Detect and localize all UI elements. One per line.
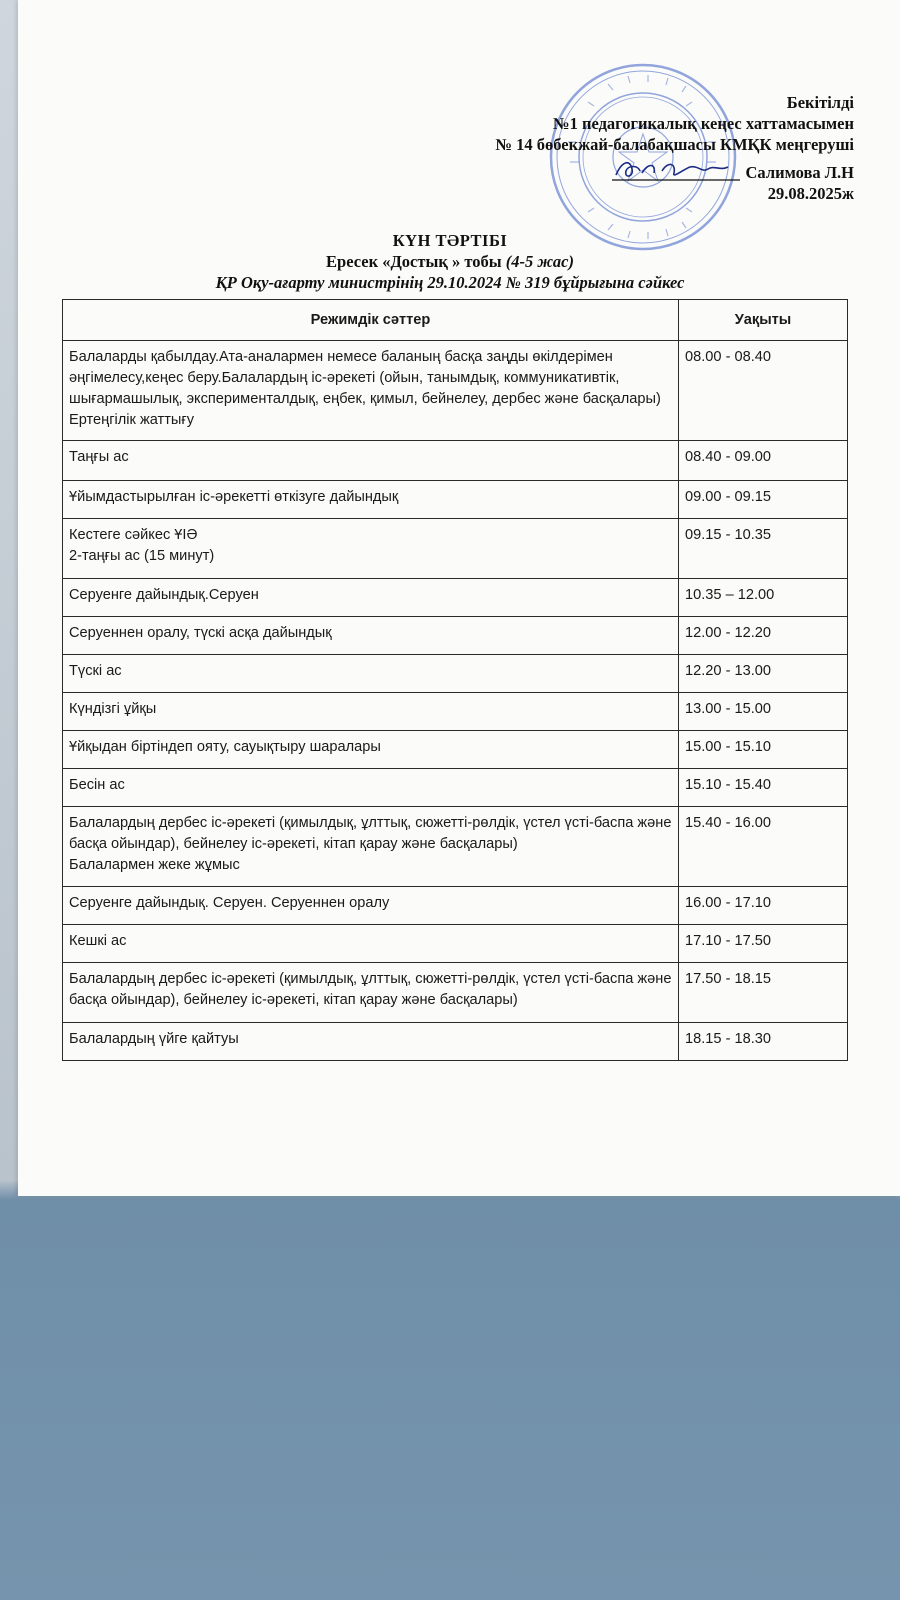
activity-text: Ұйымдастырылған іс-әрекетті өткізуге дайындық [69, 489, 399, 505]
title-block [0, 230, 900, 293]
activity-text: Балалардың дербес іс-әрекеті (қимылдық, ұлттық, сюжетті-рөлдік, үстел үсті-баспа және басқа ойындар), бейнелеу іс-әрекеті, кітап қарау және басқалары) [69, 971, 672, 1008]
time-cell: 15.10 - 15.40 [679, 769, 848, 807]
time-cell: 10.35 – 12.00 [679, 579, 848, 617]
activity-cell [63, 731, 679, 769]
time-cell: 09.00 - 09.15 [679, 481, 848, 519]
activity-text: Түскі ас [69, 663, 122, 679]
activity-cell [63, 1023, 679, 1061]
header-activities: Режимдік сәттер [63, 300, 679, 341]
schedule-body [63, 341, 848, 1061]
time-cell: 18.15 - 18.30 [679, 1023, 848, 1061]
time-cell: 09.15 - 10.35 [679, 519, 848, 579]
table-row [63, 925, 848, 963]
table-row [63, 341, 848, 441]
activity-cell [63, 481, 679, 519]
activity-cell [63, 655, 679, 693]
signature-icon [612, 155, 742, 183]
activity-cell [63, 963, 679, 1023]
time-cell: 08.40 - 09.00 [679, 441, 848, 481]
table-header-row [63, 300, 848, 341]
activity-text: 2-таңғы ас (15 минут) [69, 548, 215, 564]
table-row [63, 617, 848, 655]
table-row [63, 963, 848, 1023]
time-cell: 08.00 - 08.40 [679, 341, 848, 441]
time-cell: 12.20 - 13.00 [679, 655, 848, 693]
group-name: Ересек «Достық » тобы [326, 252, 502, 271]
page-title: КҮН ТӘРТІБІ [392, 231, 508, 250]
table-row [63, 519, 848, 579]
activity-cell [63, 693, 679, 731]
activity-text: Кешкі ас [69, 933, 127, 949]
table-row [63, 693, 848, 731]
table-row [63, 807, 848, 887]
table-row [63, 481, 848, 519]
activity-text: Серуеннен оралу, түскі асқа дайындық [69, 625, 332, 641]
activity-cell [63, 441, 679, 481]
time-cell: 12.00 - 12.20 [679, 617, 848, 655]
group-age: (4-5 жас) [505, 252, 574, 271]
time-cell: 15.00 - 15.10 [679, 731, 848, 769]
activity-text: Ұйқыдан біртіндеп ояту, сауықтыру шаралары [69, 739, 381, 755]
activity-text: Таңғы ас [69, 449, 129, 465]
activity-cell [63, 887, 679, 925]
table-row [63, 655, 848, 693]
table-row [63, 769, 848, 807]
schedule-table [62, 299, 848, 1061]
order-reference: ҚР Оқу-ағарту министрінің 29.10.2024 № 319 бұйрығына сәйкес [215, 273, 685, 292]
approval-block [294, 92, 854, 204]
activity-cell [63, 519, 679, 579]
time-cell: 17.10 - 17.50 [679, 925, 848, 963]
time-cell: 17.50 - 18.15 [679, 963, 848, 1023]
approval-date: 29.08.2025ж [767, 184, 854, 203]
approval-position: № 14 бөбекжай-балабақшасы КМҚК меңгеруші [495, 135, 854, 154]
signer-name: Салимова Л.Н [745, 163, 854, 182]
time-cell: 13.00 - 15.00 [679, 693, 848, 731]
time-cell: 16.00 - 17.10 [679, 887, 848, 925]
activity-text: Балалардың дербес іс-әрекеті (қимылдық, ұлттық, сюжетті-рөлдік, үстел үсті-баспа және басқа ойындар), бейнелеу іс-әрекеті, кітап қарау және басқалары) [69, 815, 672, 852]
activity-cell [63, 925, 679, 963]
activity-cell [63, 341, 679, 441]
header-time: Уақыты [679, 300, 848, 341]
activity-cell [63, 617, 679, 655]
table-row [63, 1023, 848, 1061]
activity-cell [63, 769, 679, 807]
table-row [63, 579, 848, 617]
approval-protocol: №1 педагогикалық кеңес хаттамасымен [553, 114, 854, 133]
activity-text: Серуенге дайындық.Серуен [69, 587, 259, 603]
activity-text: Күндізгі ұйқы [69, 701, 157, 717]
table-row [63, 731, 848, 769]
signature-row [294, 155, 854, 183]
activity-text: Кестеге сәйкес ҰІӘ [69, 527, 198, 543]
activity-text: Балалармен жеке жұмыс [69, 857, 240, 873]
approval-label: Бекітілді [786, 93, 854, 112]
time-cell: 15.40 - 16.00 [679, 807, 848, 887]
table-row [63, 441, 848, 481]
activity-text: Балалардың үйге қайтуы [69, 1031, 239, 1047]
activity-text: Балаларды қабылдау.Ата-аналармен немесе баланың басқа заңды өкілдерімен әңгімелесу,кеңес беру.Балалардың іс-әрекеті (ойын, танымдық, коммуникативтік, шығармашылық, эксперименталдық, еңбек, қимыл, бейнелеу, дербес және басқалары) Ертеңгілік жаттығу [69, 349, 661, 428]
activity-text: Бесін ас [69, 777, 125, 793]
activity-text: Серуенге дайындық. Серуен. Серуеннен оралу [69, 895, 390, 911]
activity-cell [63, 579, 679, 617]
table-row [63, 887, 848, 925]
group-line [0, 251, 900, 272]
activity-cell [63, 807, 679, 887]
